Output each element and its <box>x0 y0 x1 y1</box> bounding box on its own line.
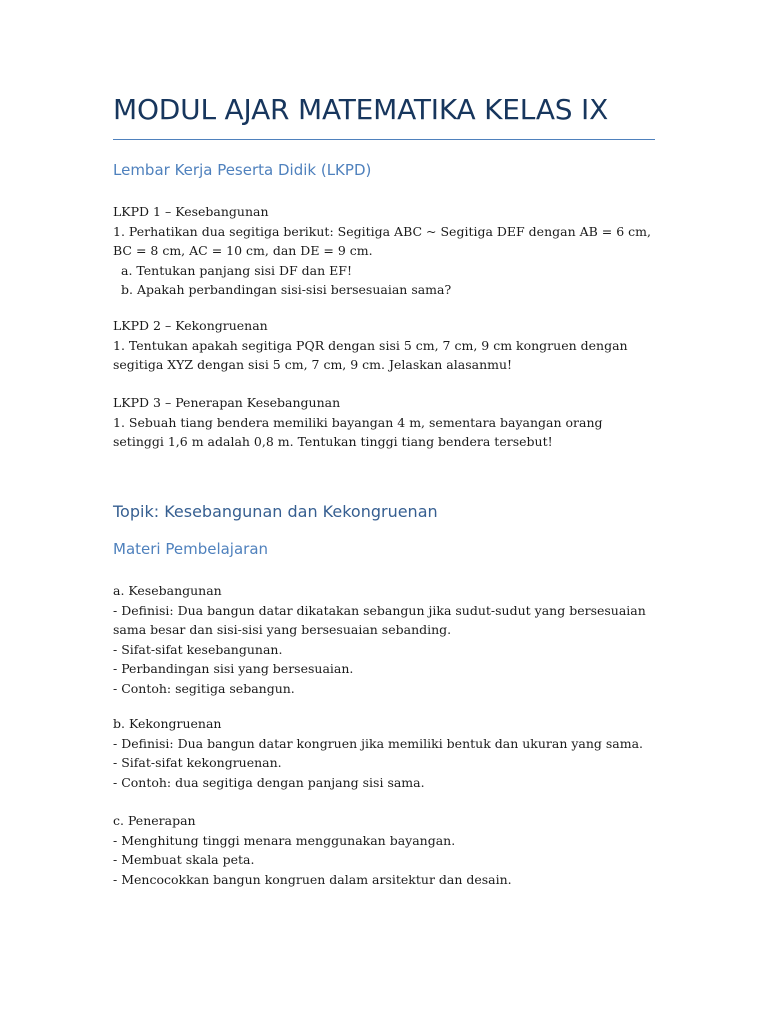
list-item: - Definisi: Dua bangun datar dikatakan sebangun jika sudut-sudut yang bersesuaian sama besar dan sisi-sisi yang bersesuaian sebanding. <box>113 602 646 637</box>
lkpd1-sub-a: a. Tentukan panjang sisi DF dan EF! <box>121 262 352 278</box>
section-a-title: a. Kesebangunan <box>113 583 222 598</box>
section-b-title: b. Kekongruenan <box>113 716 222 731</box>
list-item: - Sifat-sifat kesebangunan. <box>113 641 283 657</box>
lkpd2-question: 1. Tentukan apakah segitiga PQR dengan sisi 5 cm, 7 cm, 9 cm kongruen dengan segitiga XYZ dengan sisi 5 cm, 7 cm, 9 cm. Jelaskan alasanmu! <box>113 337 628 372</box>
list-item: - Membuat skala peta. <box>113 852 255 867</box>
lkpd3-block <box>113 393 655 452</box>
lkpd2-block <box>113 316 655 375</box>
lkpd3-title: LKPD 3 – Penerapan Kesebangunan <box>113 395 341 410</box>
lkpd1-sub-b: b. Apakah perbandingan sisi-sisi bersesuaian sama? <box>121 282 452 297</box>
lkpd1-block <box>113 202 655 300</box>
list-item: - Sifat-sifat kekongruenan. <box>113 755 282 770</box>
list-item: - Contoh: segitiga sebangun. <box>113 680 295 696</box>
section-c-block <box>113 811 655 889</box>
list-item: - Menghitung tinggi menara menggunakan bayangan. <box>113 832 456 848</box>
lkpd1-question: 1. Perhatikan dua segitiga berikut: Segitiga ABC ~ Segitiga DEF dengan AB = 6 cm, BC = 8 cm, AC = 10 cm, dan DE = 9 cm. <box>113 223 651 258</box>
lkpd-heading: Lembar Kerja Peserta Didik (LKPD) <box>113 161 372 179</box>
lkpd3-question: 1. Sebuah tiang bendera memiliki bayangan 4 m, sementara bayangan orang setinggi 1,6 m adalah 0,8 m. Tentukan tinggi tiang bendera tersebut! <box>113 414 603 449</box>
section-a-block <box>113 581 655 698</box>
list-item: - Mencocokkan bangun kongruen dalam arsitektur dan desain. <box>113 871 512 887</box>
lkpd2-title: LKPD 2 – Kekongruenan <box>113 318 268 333</box>
section-b-block <box>113 714 655 792</box>
list-item: - Contoh: dua segitiga dengan panjang sisi sama. <box>113 774 425 790</box>
list-item: - Perbandingan sisi yang bersesuaian. <box>113 661 354 676</box>
title-underline <box>113 139 655 140</box>
list-item: - Definisi: Dua bangun datar kongruen jika memiliki bentuk dan ukuran yang sama. <box>113 735 644 751</box>
document-title: MODUL AJAR MATEMATIKA KELAS IX <box>113 93 609 126</box>
topic-heading: Topik: Kesebangunan dan Kekongruenan <box>113 502 438 521</box>
lkpd1-title: LKPD 1 – Kesebangunan <box>113 204 269 219</box>
section-c-title: c. Penerapan <box>113 813 196 828</box>
materi-heading: Materi Pembelajaran <box>113 540 269 558</box>
